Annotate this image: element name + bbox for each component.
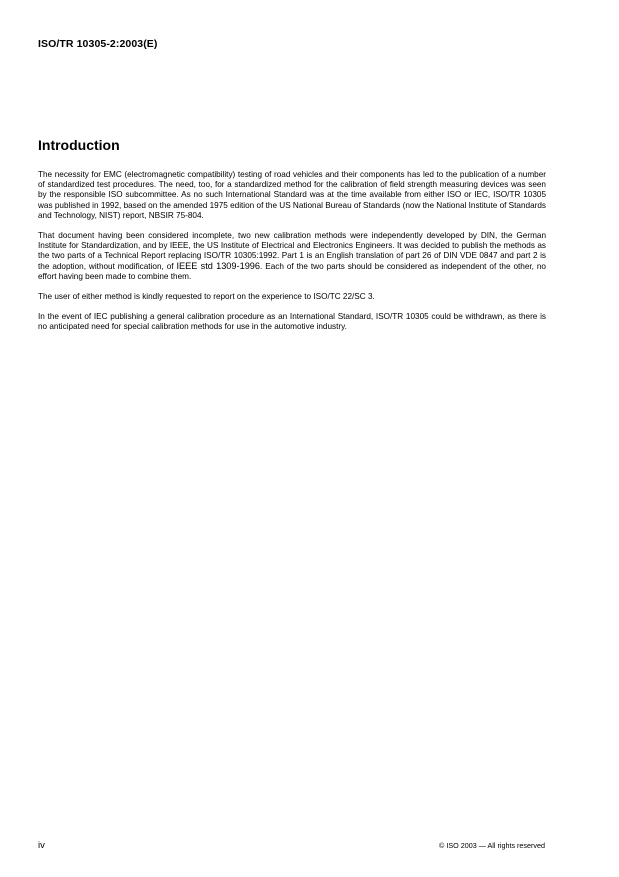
paragraph-2 [38, 231, 546, 283]
copyright-notice: © ISO 2003 — All rights reserved [439, 841, 545, 850]
paragraph-3: The user of either method is kindly requested to report on the experience to ISO/TC 22/SC 3. [38, 292, 375, 302]
introduction-body [38, 170, 546, 342]
section-title: Introduction [38, 137, 120, 153]
ieee-standard-reference: IEEE std 1309-1996 [176, 261, 261, 272]
paragraph-1: The necessity for EMC (electromagnetic compatibility) testing of road vehicles and their components has led to the publication of a number of standardized test procedures. The need, too, for a standardized method for the calibration of field strength measuring devices was seen by the responsible ISO subcommittee. As no such International Standard was at the time available from either ISO or IEC, ISO/TR 10305 was published in 1992, based on the amended 1975 edition of the US National Bureau of Standards (now the National Institute of Standards and Technology, NIST) report, NBSIR 75-804. [38, 170, 546, 220]
paragraph-4: In the event of IEC publishing a general calibration procedure as an International Standard, ISO/TR 10305 could be withdrawn, as there is no anticipated need for special calibration methods for use in the automotive industry. [38, 312, 546, 332]
document-identifier: ISO/TR 10305-2:2003(E) [38, 38, 158, 50]
paragraph-2-text-b: . Each of the two parts should be considered as independent of the other, no effort having been made to combine them. [38, 262, 546, 282]
page-number: iv [38, 840, 45, 851]
paragraph-2-text-a: That document having been considered incomplete, two new calibration methods were independently developed by DIN, the German Institute for Standardization, and by IEEE, the US Institute of Electrical and Electronics Engineers. It was decided to publish the methods as the two parts of a Technical Report replacing ISO/TR 10305:1992. Part 1 is an English translation of part 26 of DIN VDE 0847 and part 2 is the adoption, without modification, of [38, 230, 546, 272]
